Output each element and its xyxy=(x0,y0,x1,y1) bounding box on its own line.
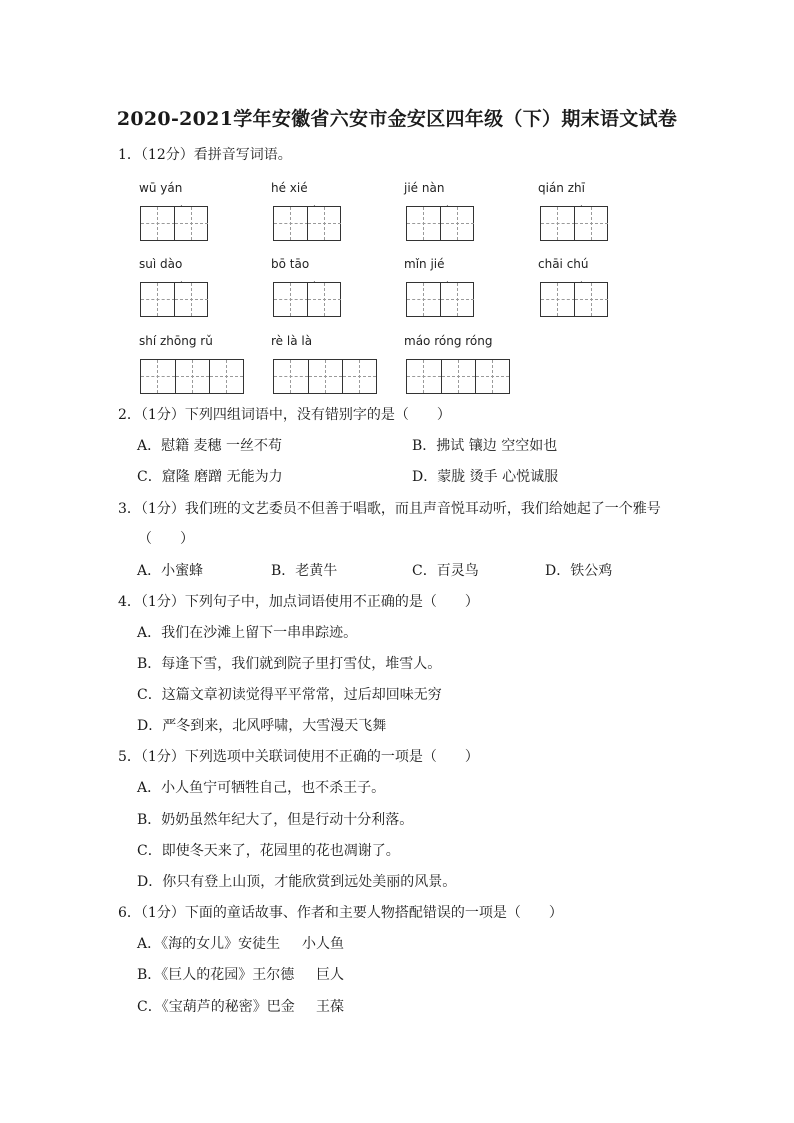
writing-grid[interactable]: · xyxy=(406,282,474,317)
option-c: C．这篇文章初读觉得平平常常，过后却回味无穷 xyxy=(137,687,442,703)
option-c: C．即使冬天来了，花园里的花也凋谢了。 xyxy=(137,843,400,859)
option-b: B．老黄牛 xyxy=(271,563,338,579)
pinyin-label: suì dào xyxy=(139,257,183,271)
option-a-character: 小人鱼 xyxy=(302,936,344,952)
pinyin-label: máo róng róng xyxy=(404,334,493,348)
writing-grid[interactable]: · xyxy=(273,206,341,241)
pinyin-label: hé xié xyxy=(271,181,308,195)
option-a: A．小蜜蜂 xyxy=(137,563,204,579)
option-a: A．慰籍 麦穗 一丝不苟 xyxy=(137,438,283,454)
option-a-work: A．《海的女儿》安徒生 xyxy=(137,936,281,952)
writing-grid[interactable]: · xyxy=(406,206,474,241)
option-c: C．窟隆 磨蹭 无能为力 xyxy=(137,469,283,485)
option-b: B．拂试 镶边 空空如也 xyxy=(412,438,558,454)
question-5-stem: 5．（1分）下列选项中关联词使用不正确的一项是（ ） xyxy=(118,749,479,765)
pinyin-label: chāi chú xyxy=(538,257,589,271)
question-3-stem: 3．（1分）我们班的文艺委员不但善于唱歌，而且声音悦耳动听，我们给她起了一个雅号 xyxy=(118,501,661,517)
option-b-character: 巨人 xyxy=(316,967,344,983)
exam-title: 2020-2021学年安徽省六安市金安区四年级（下）期末语文试卷 xyxy=(116,108,678,130)
writing-grid[interactable]: · xyxy=(273,282,341,317)
pinyin-label: rè là là xyxy=(271,334,313,348)
writing-grid[interactable]: · xyxy=(540,206,608,241)
option-a: A．我们在沙滩上留下一串串踪迹。 xyxy=(137,625,358,641)
option-c: C．百灵鸟 xyxy=(412,563,479,579)
pinyin-label: wū yán xyxy=(139,181,183,195)
writing-grid[interactable] xyxy=(140,359,244,394)
pinyin-label: bō tāo xyxy=(271,257,310,271)
option-b: B．每逢下雪，我们就到院子里打雪仗，堆雪人。 xyxy=(137,656,442,672)
question-6-stem: 6．（1分）下面的童话故事、作者和主要人物搭配错误的一项是（ ） xyxy=(118,905,563,921)
writing-grid[interactable] xyxy=(406,359,510,394)
option-a: A．小人鱼宁可牺牲自己，也不杀王子。 xyxy=(137,780,386,796)
writing-grid[interactable]: · xyxy=(140,206,208,241)
option-c-character: 王葆 xyxy=(316,999,344,1015)
pinyin-label: mǐn jié xyxy=(404,257,445,271)
writing-grid[interactable] xyxy=(273,359,377,394)
writing-grid[interactable]: · xyxy=(540,282,608,317)
question-1-stem: 1．（12分）看拼音写词语。 xyxy=(118,147,292,163)
pinyin-label: jié nàn xyxy=(404,181,445,195)
option-d: D．蒙胧 烫手 心悦诚服 xyxy=(412,469,559,485)
question-2-stem: 2．（1分）下列四组词语中，没有错别字的是（ ） xyxy=(118,407,451,423)
writing-grid[interactable]: · xyxy=(140,282,208,317)
option-d: D．严冬到来，北风呼啸，大雪漫天飞舞 xyxy=(137,718,387,734)
option-b: B．奶奶虽然年纪大了，但是行动十分利落。 xyxy=(137,812,414,828)
option-b-work: B．《巨人的花园》王尔德 xyxy=(137,967,295,983)
question-4-stem: 4．（1分）下列句子中，加点词语使用不正确的是（ ） xyxy=(118,594,479,610)
option-d: D．你只有登上山顶，才能欣赏到远处美丽的风景。 xyxy=(137,874,457,890)
option-c-work: C．《宝葫芦的秘密》巴金 xyxy=(137,999,295,1015)
answer-parens: （ ） xyxy=(138,531,194,547)
pinyin-label: shí zhōng rǔ xyxy=(139,334,213,348)
option-d: D．铁公鸡 xyxy=(545,563,613,579)
pinyin-label: qián zhī xyxy=(538,181,585,195)
